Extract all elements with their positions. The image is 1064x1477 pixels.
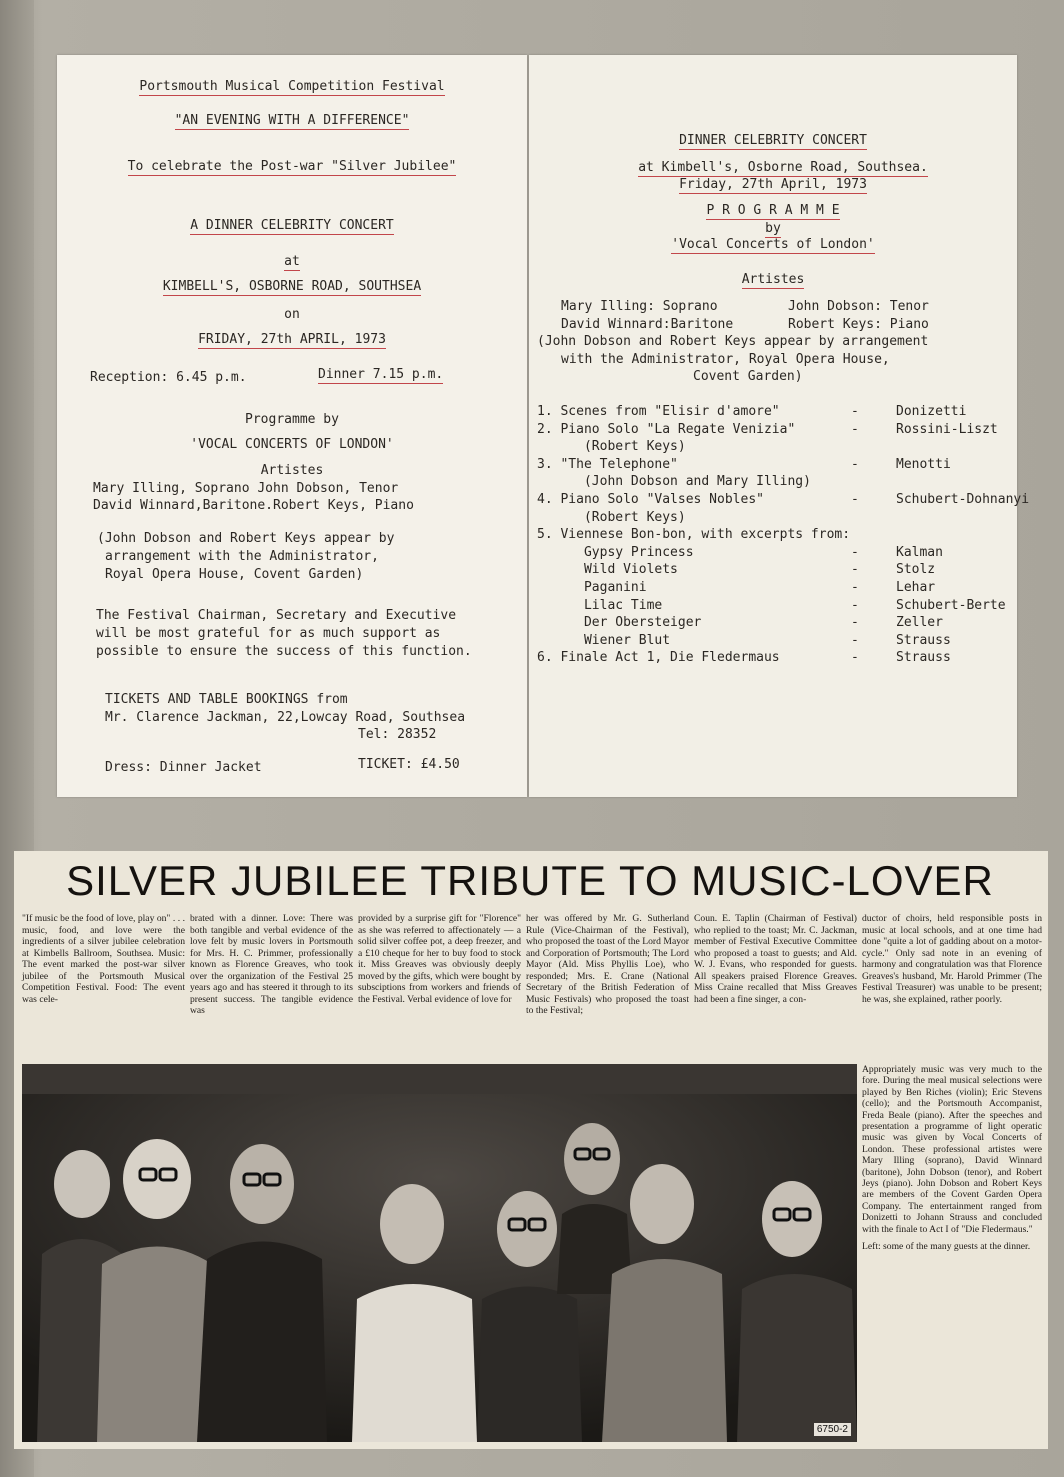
programme-item-composer: Schubert-Berte [896, 598, 1006, 613]
programme-vcl: 'Vocal Concerts of London' [671, 237, 875, 252]
venue-line: KIMBELL'S, OSBORNE ROAD, SOUTHSEA [162, 279, 422, 294]
article-column-3: provided by a surprise gift for "Florence" as she was referred to affectionately — a solid silver coffee pot, a deep freezer, and a £10 cheque for her to buy food to stock it. Miss Greaves was obviously deeply moved by the gifts, which were bought by subsciptions from workers and friends of the Festival. Verbal evidence of love for [358, 913, 521, 1005]
programme-item-composer: Donizetti [896, 404, 967, 419]
programme-item-dash: - [851, 580, 859, 595]
programme-venue: at Kimbell's, Osborne Road, Southsea. [638, 160, 928, 175]
programme-item-title: Der Obersteiger [537, 615, 702, 630]
programme-item-dash: - [851, 615, 859, 630]
dress-code: Dress: Dinner Jacket [105, 760, 262, 775]
chairman-line-3: possible to ensure the success of this function. [96, 644, 472, 659]
programme-arrangement-2: with the Administrator, Royal Opera House, [561, 352, 890, 367]
telephone: Tel: 28352 [358, 727, 437, 742]
programme-item-dash: - [851, 633, 859, 648]
programme-item-composer: Stolz [896, 562, 936, 577]
chairman-line-1: The Festival Chairman, Secretary and Executive [96, 608, 457, 623]
programme-item-title: Lilac Time [537, 598, 663, 613]
article-column-1: "If music be the food of love, play on" . . . music, food, and love were the ingredients of a silver jubilee celebration at Kimbells Ballroom, Southsea. Music: The event marked the post-war silver jubilee of the Portsmouth Musical Competition Festival. Food: The event was cele- [22, 913, 185, 1005]
invitation-sheet [57, 55, 527, 797]
programme-sheet [529, 55, 1030, 797]
programme-by: by [765, 221, 781, 236]
programme-item-composer: Strauss [896, 650, 951, 665]
programme-item-composer: Schubert-Dohnanyi [896, 492, 1030, 507]
programme-item-title: 4. Piano Solo "Valses Nobles" [537, 492, 764, 507]
artistes-line-1: Mary Illing, Soprano John Dobson, Tenor [93, 481, 399, 496]
programme-item-title: 3. "The Telephone" [537, 457, 678, 472]
reception-time: Reception: 6.45 p.m. [90, 370, 247, 385]
artistes-heading: Artistes [260, 463, 324, 478]
programme-item-title: 6. Finale Act 1, Die Fledermaus [537, 650, 780, 665]
arrangement-line-1: (John Dobson and Robert Keys appear by [97, 531, 395, 546]
article-column-6: ductor of choirs, held responsible posts in music at local schools, and at one time had done "quite a lot of gadding about on a motor-cycle." Only sad note in an evening of harmony and congratulation was that Florence Greaves's husband, Mr. Harold Primmer (The Festival Treasurer) was unable to be present; he was, she explained, rather poorly. [862, 913, 1042, 1005]
programme-by: Programme by [245, 412, 339, 427]
programme-item-dash: - [851, 650, 859, 665]
programme-item-dash: - [851, 404, 859, 419]
programme-arrangement-3: Covent Garden) [693, 369, 803, 384]
artiste-winnard: David Winnard:Baritone [561, 317, 734, 332]
artiste-illing: Mary Illing: Soprano [561, 299, 718, 314]
programme-item-composer: Lehar [896, 580, 936, 595]
article-column-4: her was offered by Mr. G. Sutherland Rule (Vice-Chairman of the Festival), who proposed the toast of the Lord Mayor and Corporation of Portsmouth; The Lord Mayor (Ald. Miss Phyllis Loe), who responded; Mrs. E. Crane (National Secretary of the British Federation of Music Festivals) who proposed the toast to the Festival; [526, 913, 689, 1016]
vcl-name: 'VOCAL CONCERTS OF LONDON' [190, 437, 394, 452]
programme-item-composer: Rossini-Liszt [896, 422, 998, 437]
programme-item-composer: Menotti [896, 457, 951, 472]
photo-illustration [22, 1064, 857, 1442]
programme-item-title: 2. Piano Solo "La Regate Venizia" [537, 422, 796, 437]
chairman-line-2: will be most grateful for as much support as [96, 626, 441, 641]
on-word: on [284, 307, 300, 322]
tickets-line-2: Mr. Clarence Jackman, 22,Lowcay Road, Southsea [105, 710, 466, 725]
newspaper-clipping [14, 851, 1048, 1449]
photo-code: 6750-2 [814, 1423, 851, 1436]
evening-title: "AN EVENING WITH A DIFFERENCE" [174, 113, 410, 128]
concert-title: A DINNER CELEBRITY CONCERT [190, 218, 394, 233]
programme-item-composer: Strauss [896, 633, 951, 648]
programme-item-dash: - [851, 422, 859, 437]
arrangement-line-2: arrangement with the Administrator, [105, 549, 379, 564]
photo-caption: Left: some of the many guests at the dinner. [862, 1241, 1031, 1253]
article-column-5: Coun. E. Taplin (Chairman of Festival) who replied to the toast; Mr. C. Jackman, member of Festival Executive Committee who proposed a toast to guests; and Ald. W. J. Evans, who responded for guests. All speakers praised Florence Greaves. Miss Craine recalled that Miss Greaves had been a fine singer, a con- [694, 913, 857, 1005]
programme-item-title: (Robert Keys) [537, 510, 686, 525]
programme-heading: P R O G R A M M E [706, 203, 840, 218]
artiste-dobson: John Dobson: Tenor [788, 299, 929, 314]
programme-item-dash: - [851, 598, 859, 613]
tickets-line-1: TICKETS AND TABLE BOOKINGS from [105, 692, 348, 707]
dinner-time: Dinner 7.15 p.m. [318, 367, 444, 382]
programme-item-title: Paganini [537, 580, 647, 595]
date-line: FRIDAY, 27th APRIL, 1973 [198, 332, 386, 347]
programme-item-dash: - [851, 457, 859, 472]
programme-item-title: Wild Violets [537, 562, 678, 577]
article-column-2: brated with a dinner. Love: There was both tangible and verbal evidence of the love felt by music lovers in Portsmouth for Mrs. H. C. Primmer, professionally known as Florence Greaves, who took over the organization of the Festival 25 years ago and has steered it through to its present success. The tangible evidence was [190, 913, 353, 1016]
headline: SILVER JUBILEE TRIBUTE TO MUSIC-LOVER [66, 857, 994, 904]
programme-artistes-heading: Artistes [741, 272, 805, 287]
programme-item-title: 1. Scenes from "Elisir d'amore" [537, 404, 780, 419]
celebrate-line: To celebrate the Post-war "Silver Jubilee" [127, 159, 457, 174]
artiste-keys: Robert Keys: Piano [788, 317, 929, 332]
group-photo [22, 1064, 857, 1442]
programme-item-title: 5. Viennese Bon-bon, with excerpts from: [537, 527, 851, 542]
programme-concert-title: DINNER CELEBRITY CONCERT [679, 133, 867, 148]
programme-item-dash: - [851, 562, 859, 577]
programme-item-title: (Robert Keys) [537, 439, 686, 454]
programme-item-composer: Kalman [896, 545, 943, 560]
programme-item-title: (John Dobson and Mary Illing) [537, 474, 811, 489]
programme-item-title: Wiener Blut [537, 633, 671, 648]
programme-item-title: Gypsy Princess [537, 545, 694, 560]
programme-item-composer: Zeller [896, 615, 943, 630]
programme-date: Friday, 27th April, 1973 [679, 177, 867, 192]
festival-title: Portsmouth Musical Competition Festival [139, 79, 445, 94]
arrangement-line-3: Royal Opera House, Covent Garden) [105, 567, 364, 582]
programme-item-dash: - [851, 545, 859, 560]
ticket-price: TICKET: £4.50 [358, 757, 460, 772]
programme-item-dash: - [851, 492, 859, 507]
at-word: at [284, 254, 300, 269]
article-column-7: Appropriately music was very much to the fore. During the meal musical selections were played by Ben Riches (violin); Eric Stevens (cello); and the Portsmouth Accompanist, Freda Beale (piano). After the speeches and presentation a programme of light operatic music was given by Vocal Concerts of London. These professional artistes were Mary Illing (soprano), David Winnard (baritone), John Dobson (tenor), and Robert Jeys (piano). John Dobson and Robert Keys are members of the Covent Garden Opera Company. The entertainment ranged from Donizetti to Johann Strauss and concluded with the finale to Act I of "Die Fledermaus." [862, 1064, 1042, 1235]
programme-arrangement-1: (John Dobson and Robert Keys appear by arrangement [537, 334, 929, 349]
artistes-line-2: David Winnard,Baritone.Robert Keys, Piano [93, 498, 414, 513]
